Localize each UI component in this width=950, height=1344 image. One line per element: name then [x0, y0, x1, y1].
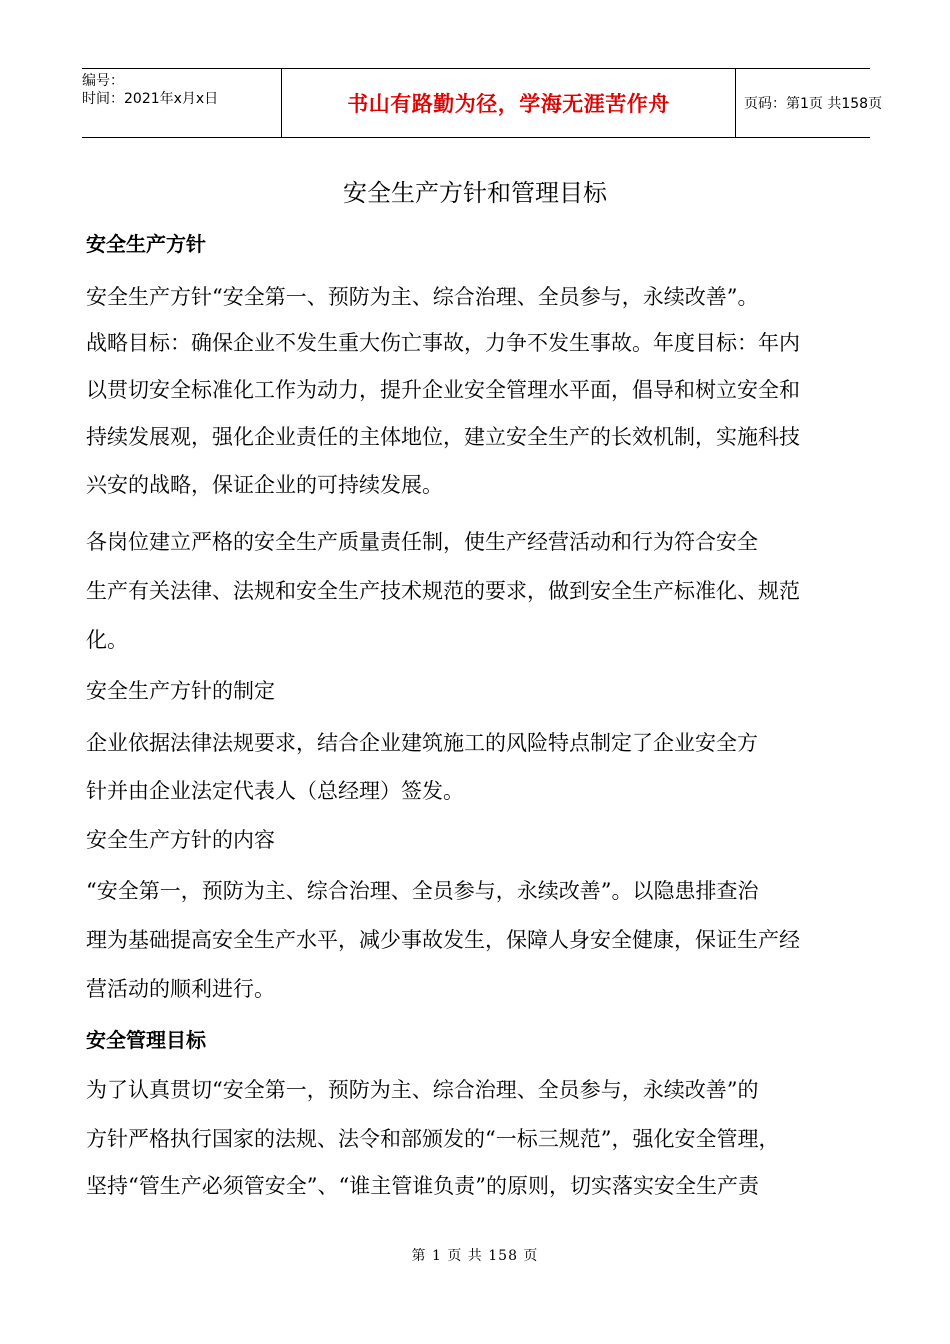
- body-line: “安全第一，预防为主、综合治理、全员参与，永续改善”。以隐患排查治: [86, 879, 759, 903]
- header-motto-cell: [281, 69, 736, 137]
- body-line: 兴安的战略，保证企业的可持续发展。: [86, 473, 443, 497]
- header-motto: 书山有路勤为径，学海无涯苦作舟: [347, 92, 670, 116]
- body-line: 生产有关法律、法规和安全生产技术规范的要求，做到安全生产标准化、规范: [86, 579, 800, 603]
- subheading-policy-formulation: 安全生产方针的制定: [86, 679, 275, 703]
- document-title: 安全生产方针和管理目标: [343, 179, 607, 207]
- body-line: 营活动的顺利进行。: [86, 977, 275, 1001]
- body-line: 战略目标：确保企业不发生重大伤亡事故，力争不发生事故。年度目标：年内: [86, 331, 800, 355]
- page-footer: 第 1 页 共 158 页: [411, 1248, 539, 1264]
- body-line: 理为基础提高安全生产水平，减少事故发生，保障人身安全健康，保证生产经: [86, 928, 800, 952]
- body-line: 安全生产方针“安全第一、预防为主、综合治理、全员参与，永续改善”。: [86, 285, 759, 309]
- number-label: 编号：: [82, 73, 124, 89]
- header-page-info: 页码：第1页 共158页: [744, 96, 883, 112]
- date-label: 时间：2021年x月x日: [82, 91, 219, 107]
- body-line: 以贯切安全标准化工作为动力，提升企业安全管理水平面，倡导和树立安全和: [86, 378, 800, 402]
- section-heading-targets: 安全管理目标: [86, 1028, 206, 1052]
- body-line: 坚持“管生产必须管安全”、“谁主管谁负责”的原则，切实落实安全生产责: [86, 1174, 759, 1198]
- body-line: 为了认真贯切“安全第一，预防为主、综合治理、全员参与，永续改善”的: [86, 1078, 759, 1102]
- section-heading-policy: 安全生产方针: [86, 232, 206, 256]
- body-line: 持续发展观，强化企业责任的主体地位，建立安全生产的长效机制，实施科技: [86, 425, 800, 449]
- body-line: 针并由企业法定代表人（总经理）签发。: [86, 779, 464, 803]
- body-line: 各岗位建立严格的安全生产质量责任制，使生产经营活动和行为符合安全: [86, 530, 758, 554]
- header-meta: [82, 69, 281, 137]
- subheading-policy-content: 安全生产方针的内容: [86, 828, 275, 852]
- body-line: 方针严格执行国家的法规、法令和部颁发的“一标三规范”，强化安全管理，: [86, 1127, 780, 1151]
- page-header: [82, 68, 883, 138]
- body-line: 企业依据法律法规要求，结合企业建筑施工的风险特点制定了企业安全方: [86, 731, 758, 755]
- body-line: 化。: [86, 628, 128, 652]
